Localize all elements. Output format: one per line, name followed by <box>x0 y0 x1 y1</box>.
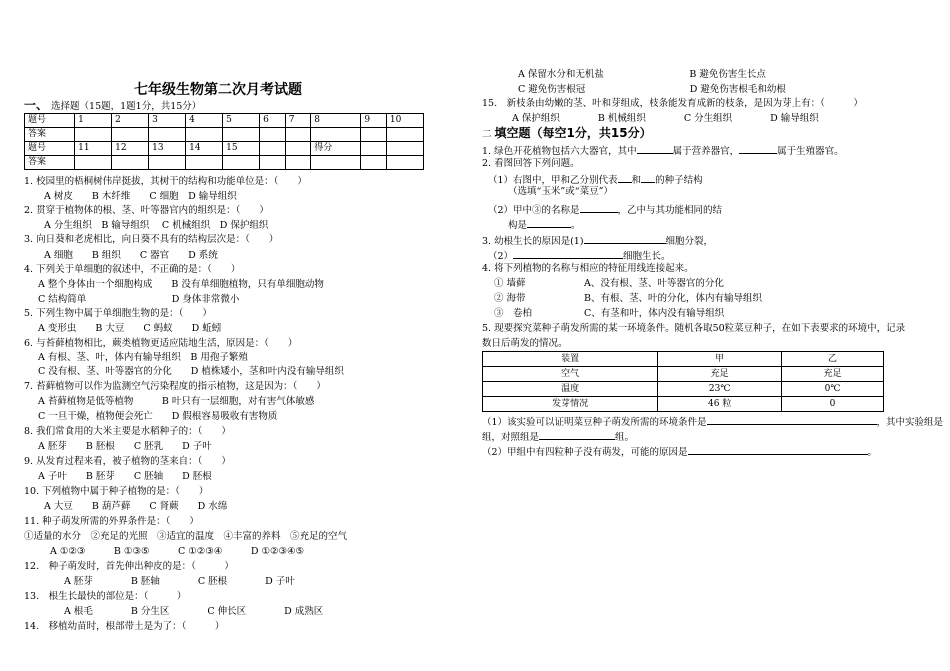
plant-name-1: ① 墙藓 <box>494 278 526 289</box>
answer-table-cell: 2 <box>112 114 149 128</box>
question-text: 7. 苔藓植物可以作为监测空气污染程度的指示植物，这是因为：（ ） <box>24 381 326 392</box>
answer-table-cell: 12 <box>112 142 149 156</box>
fill-q5-1-cont <box>482 429 634 444</box>
question-text: 13. 根生长最快的部位是：（ ） <box>24 591 187 602</box>
blank-9[interactable] <box>707 414 877 425</box>
experiment-table-row <box>483 367 884 382</box>
experiment-table <box>482 351 884 412</box>
section1-title: 选择题（15题，1题1分，共15分） <box>51 101 202 112</box>
fill-q1-text-b: 属于营养器官， <box>672 146 740 157</box>
answer-table-cell: 10 <box>386 114 423 128</box>
answer-table-cell: 7 <box>285 114 311 128</box>
fill-q5-2-text-b: 。 <box>867 447 878 458</box>
fill-q4-feature-2: B、有根、茎、叶的分化，体内有输导组织 <box>584 293 762 304</box>
experiment-table-row <box>483 382 884 397</box>
experiment-table-cell: 0℃ <box>782 382 884 397</box>
answer-cell[interactable] <box>311 156 361 170</box>
question-text: 12. 种子萌发时，首先伸出种皮的是：（ ） <box>24 561 234 572</box>
answer-table-cell: 6 <box>260 114 286 128</box>
experiment-table-cell: 装置 <box>483 352 658 367</box>
section1-header <box>24 99 201 113</box>
answer-table-cell: 答案 <box>25 156 75 170</box>
question-text: 8. 我们常食用的大米主要是水稻种子的：（ ） <box>24 426 231 437</box>
question-text: 1. 校园里的梧桐树伟岸挺拔，其树干的结构和功能单位是：（ ） <box>24 176 307 187</box>
question-options: A 大豆 B 葫芦藓 C 肾蕨 D 水绵 <box>44 501 228 512</box>
question-options: ①适量的水分 ②充足的光照 ③适宜的温度 ④丰富的养料 ⑤充足的空气 <box>24 531 348 542</box>
answer-cell[interactable] <box>260 156 286 170</box>
fill-q2-2-text-b: ，乙中与其功能相同的结 <box>617 205 723 216</box>
fill-q2-2 <box>488 202 722 217</box>
question-text: 4. 下列关于单细胞的叙述中，不正确的是：（ ） <box>24 264 241 275</box>
experiment-table-cell: 甲 <box>658 352 782 367</box>
fill-q5-1-text-a: （1）该实验可以证明菜豆种子萌发所需的环境条件是 <box>482 417 707 428</box>
question-options: A 变形虫 B 大豆 C 蚂蚁 D 蚯蚓 <box>38 323 222 334</box>
fill-q5-1-text-b: ，其中实验组是 <box>876 417 944 428</box>
fill-q2-1-text-c: 的种子结构 <box>655 175 703 186</box>
blank-3[interactable] <box>618 172 632 183</box>
fill-q4-item-3: ③ 卷柏 <box>494 308 533 319</box>
section2-title: 填空题（每空1分，共15分） <box>494 126 652 140</box>
fill-q2-2-cont <box>508 217 581 232</box>
question-text: 6. 与苔藓植物相比，蕨类植物更适应陆地生活，原因是：（ ） <box>24 338 298 349</box>
answer-cell[interactable] <box>361 128 387 142</box>
section2-header <box>482 127 652 141</box>
answer-cell[interactable] <box>112 128 149 142</box>
question-options: A 有根、茎、叶，体内有输导组织 B 用孢子繁殖 <box>38 352 248 363</box>
fill-q1 <box>482 143 844 158</box>
answer-cell[interactable] <box>223 128 260 142</box>
experiment-table-cell: 乙 <box>782 352 884 367</box>
section1-number: 一、 <box>24 98 49 112</box>
fill-q3-2 <box>488 248 671 263</box>
fill-q1-text-c: 属于生殖器官。 <box>777 146 844 157</box>
question-text: 10. 下列植物中属于种子植物的是：（ ） <box>24 486 209 497</box>
fill-q5: 5. 现要探究菜种子萌发所需的某一环境条件。随机各取50粒菜豆种子，在如下表要求的环境中，记录 <box>482 323 906 334</box>
blank-2[interactable] <box>739 143 777 154</box>
answer-table-cell: 答案 <box>25 128 75 142</box>
experiment-table-cell: 充足 <box>782 367 884 382</box>
fill-q2-1-hint: （选填“玉米”或“菜豆”） <box>508 186 613 197</box>
experiment-table-cell: 空气 <box>483 367 658 382</box>
fill-q3 <box>482 233 713 248</box>
answer-cell[interactable] <box>112 156 149 170</box>
fill-q2-2-text-d: 。 <box>571 220 581 231</box>
fill-q3-text-c: （2） <box>488 251 514 262</box>
blank-6[interactable] <box>527 217 571 228</box>
answer-table-cell: 15 <box>223 142 260 156</box>
answer-table-cell: 5 <box>223 114 260 128</box>
answer-table-cell: 8 <box>311 114 361 128</box>
answer-cell[interactable] <box>260 128 286 142</box>
answer-cell[interactable] <box>149 128 186 142</box>
q15-text: 15. 新枝条由幼嫩的茎、叶和芽组成，枝条能发育成新的枝条，是因为芽上有：（ ） <box>482 98 863 109</box>
q14-option-ab: A 保留水分和无机盐 B 避免伤害生长点 <box>518 69 766 80</box>
fill-q3-text-d: 细胞生长。 <box>623 251 671 262</box>
answer-cell[interactable] <box>386 156 423 170</box>
fill-q4-item-1 <box>494 278 526 290</box>
answer-table-row <box>25 142 424 156</box>
answer-table-cell <box>285 142 311 156</box>
answer-cell[interactable] <box>149 156 186 170</box>
question-options: A 胚芽 B 胚轴 C 胚根 D 子叶 <box>64 576 295 587</box>
question-options: A 细胞 B 组织 C 器官 D 系统 <box>44 250 218 261</box>
answer-table <box>24 113 424 170</box>
answer-table-cell: 11 <box>75 142 112 156</box>
question-options: A 根毛 B 分生区 C 伸长区 D 成熟区 <box>64 606 324 617</box>
answer-cell[interactable] <box>285 128 311 142</box>
answer-table-cell: 得分 <box>311 142 361 156</box>
fill-q2-1 <box>488 172 703 187</box>
q15-options: A 保护组织 B 机械组织 C 分生组织 D 输导组织 <box>512 113 819 124</box>
answer-table-cell: 题号 <box>25 142 75 156</box>
fill-q5-1 <box>482 414 943 429</box>
question-text: 2. 贯穿于植物体的根、茎、叶等器官内的组织是：（ ） <box>24 205 269 216</box>
answer-table-row <box>25 114 424 128</box>
fill-q4-item-2: ② 海带 <box>494 293 526 304</box>
answer-cell[interactable] <box>285 156 311 170</box>
answer-table-cell <box>386 142 423 156</box>
question-options: A 苔藓植物是低等植物 B 叶只有一层细胞，对有害气体敏感 <box>38 396 315 407</box>
fill-q5-1-text-c: 组，对照组是 <box>482 432 540 443</box>
fill-q3-text-b: 细胞分裂， <box>665 236 714 247</box>
experiment-table-cell: 0 <box>782 397 884 412</box>
answer-table-cell: 3 <box>149 114 186 128</box>
question-options: C 结构简单 D 身体非常微小 <box>38 294 240 305</box>
experiment-table-cell: 温度 <box>483 382 658 397</box>
question-options: A 子叶 B 胚芽 C 胚轴 D 胚根 <box>38 471 212 482</box>
blank-8[interactable] <box>513 248 623 259</box>
fill-q2-1-text-b: 和 <box>631 175 642 186</box>
answer-table-cell <box>260 142 286 156</box>
answer-table-cell: 13 <box>149 142 186 156</box>
experiment-table-cell: 充足 <box>658 367 782 382</box>
experiment-table-row <box>483 397 884 412</box>
section2-number: 二 <box>482 129 492 140</box>
fill-q4-feature-3: C、有茎和叶，体内没有输导组织 <box>584 308 725 319</box>
answer-table-row <box>25 156 424 170</box>
question-options: C 一旦干燥，植物便会死亡 D 假根容易吸收有害物质 <box>38 411 278 422</box>
fill-q4-feature-1: A、没有根、茎、叶等器官的分化 <box>584 278 724 289</box>
question-options: A 树皮 B 木纤维 C 细胞 D 输导组织 <box>44 191 237 202</box>
fill-q2-2-text-c: 构是 <box>508 220 528 231</box>
fill-q4: 4. 将下列植物的名称与相应的特征用线连接起来。 <box>482 263 694 274</box>
answer-table-cell: 9 <box>361 114 387 128</box>
answer-cell[interactable] <box>75 128 112 142</box>
page-title: 七年级生物第二次月考试题 <box>134 82 302 98</box>
experiment-table-cell: 23℃ <box>658 382 782 397</box>
answer-table-row <box>25 128 424 142</box>
question-options: A 胚芽 B 胚根 C 胚乳 D 子叶 <box>38 441 212 452</box>
fill-q5-cont: 数日后萌发的情况。 <box>482 338 568 349</box>
blank-11[interactable] <box>688 444 868 455</box>
experiment-table-cell: 46 粒 <box>658 397 782 412</box>
answer-cell[interactable] <box>361 156 387 170</box>
question-options: A 分生组织 B 输导组织 C 机械组织 D 保护组织 <box>44 220 269 231</box>
answer-table-cell <box>361 142 387 156</box>
question-options: A 整个身体由一个细胞构成 B 没有单细胞植物，只有单细胞动物 <box>38 279 324 290</box>
question-options: C 没有根、茎、叶等器官的分化 D 植株矮小，茎和叶内没有输导组织 <box>38 366 344 377</box>
fill-q5-2 <box>482 444 877 459</box>
answer-cell[interactable] <box>223 156 260 170</box>
question-text: 9. 从发育过程来看，被子植物的茎来自：（ ） <box>24 456 231 467</box>
answer-cell[interactable] <box>311 128 361 142</box>
blank-10[interactable] <box>539 429 615 440</box>
fill-q3-text-a: 3. 幼根生长的原因是(1) <box>482 236 584 247</box>
q14-option-cd: C 避免伤害根冠 D 避免伤害根毛和幼根 <box>518 84 786 95</box>
question-text: 3. 向日葵和老虎相比，向日葵不具有的结构层次是：（ ） <box>24 234 279 245</box>
fill-q5-2-text-a: （2）甲组中有四粒种子没有萌发，可能的原因是 <box>482 447 688 458</box>
fill-q1-text-a: 1. 绿色开花植物包括六大器官，其中 <box>482 146 637 157</box>
answer-table-cell: 4 <box>186 114 223 128</box>
question-text: 5. 下列生物中属于单细胞生物的是：（ ） <box>24 308 212 319</box>
experiment-table-header <box>483 352 884 367</box>
answer-cell[interactable] <box>75 156 112 170</box>
experiment-table-cell: 发芽情况 <box>483 397 658 412</box>
fill-q2: 2. 看图回答下列问题。 <box>482 158 580 169</box>
answer-table-cell: 1 <box>75 114 112 128</box>
answer-table-cell: 题号 <box>25 114 75 128</box>
fill-q5-1-text-d: 组。 <box>615 432 635 443</box>
question-text: 14. 移植幼苗时，根部带土是为了：（ ） <box>24 621 225 632</box>
answer-cell[interactable] <box>186 156 223 170</box>
fill-q2-1-text-a: （1）右图中，甲和乙分别代表 <box>488 175 618 186</box>
question-options: A ①②③ B ①③⑤ C ①②③④ D ①②③④⑤ <box>50 546 305 557</box>
blank-7[interactable] <box>584 233 666 244</box>
fill-q2-2-text-a: （2）甲中③的名称是 <box>488 205 580 216</box>
answer-table-cell: 14 <box>186 142 223 156</box>
blank-5[interactable] <box>580 202 618 213</box>
question-text: 11. 种子萌发所需的外界条件是：（ ） <box>24 516 199 527</box>
blank-1[interactable] <box>637 143 673 154</box>
answer-cell[interactable] <box>386 128 423 142</box>
answer-cell[interactable] <box>186 128 223 142</box>
blank-4[interactable] <box>641 172 655 183</box>
